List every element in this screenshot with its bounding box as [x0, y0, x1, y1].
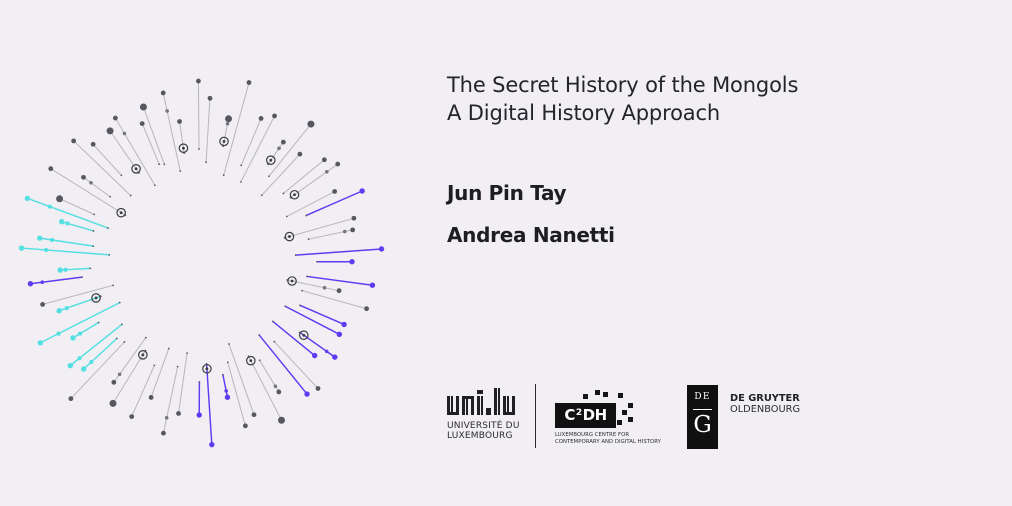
- radial-inner-point: [284, 305, 286, 307]
- publisher-name-line-1: DE GRUYTER: [730, 393, 800, 404]
- radial-ring-marker-center: [206, 367, 209, 370]
- radial-midpoint: [165, 416, 169, 420]
- radial-segment-line: [40, 303, 119, 343]
- radial-endpoint: [304, 391, 309, 396]
- radial-ring-marker-center: [288, 235, 291, 238]
- radial-ring-marker-center: [223, 140, 226, 143]
- radial-midpoint: [224, 389, 228, 393]
- radial-endpoint: [140, 104, 147, 111]
- radial-inner-point: [295, 254, 297, 256]
- radial-inner-point: [92, 245, 94, 247]
- radial-inner-point: [168, 348, 170, 350]
- radial-ring-marker-center: [141, 353, 144, 356]
- c2dh-logo: [555, 386, 675, 448]
- radial-inner-point: [119, 302, 121, 304]
- radial-inner-point: [186, 352, 188, 354]
- radial-endpoint: [322, 157, 327, 162]
- radial-inner-point: [120, 174, 122, 176]
- c2dh-c: C: [564, 406, 575, 424]
- radial-ring-marker-center: [95, 297, 98, 300]
- radial-endpoint: [161, 91, 166, 96]
- radial-endpoint: [70, 335, 75, 340]
- book-title-line-1: The Secret History of the Mongols: [447, 73, 799, 97]
- radial-segment-line: [143, 107, 164, 164]
- radial-endpoint: [91, 142, 96, 147]
- radial-endpoint: [59, 219, 64, 224]
- radial-inner-point: [305, 215, 307, 217]
- radial-inner-point: [259, 359, 261, 361]
- author-jun-pin-tay: Jun Pin Tay: [447, 181, 567, 205]
- radial-inner-point: [81, 276, 83, 278]
- radial-inner-point: [240, 181, 242, 183]
- university-of-luxembourg-logo: [447, 388, 519, 446]
- radial-endpoint: [337, 288, 342, 293]
- radial-inner-point: [222, 374, 224, 376]
- radial-inner-point: [93, 230, 95, 232]
- radial-inner-point: [198, 148, 200, 150]
- university-name: [447, 421, 520, 441]
- radial-midpoint: [65, 306, 69, 310]
- radial-endpoint: [71, 139, 76, 144]
- radial-segment-line: [224, 83, 249, 176]
- book-title-line-2: A Digital History Approach: [447, 101, 721, 125]
- radial-endpoint: [68, 396, 73, 401]
- radial-endpoint: [56, 195, 63, 202]
- radial-endpoint: [278, 417, 285, 424]
- c2dh-dh: DH: [582, 406, 607, 424]
- radial-midpoint: [165, 109, 169, 113]
- radial-segment-line: [110, 131, 139, 173]
- de-gruyter-mark-top: DE: [694, 392, 711, 402]
- university-name-line-2: LUXEMBOURG: [447, 431, 513, 441]
- radial-inner-point: [93, 213, 95, 215]
- radial-segment-line: [307, 276, 372, 285]
- radial-midpoint: [48, 205, 52, 209]
- radial-segment-line: [207, 364, 212, 445]
- radial-segment-line: [262, 154, 300, 195]
- radial-midpoint: [226, 122, 230, 126]
- radial-midpoint: [123, 132, 127, 136]
- radial-endpoint: [81, 175, 86, 180]
- radial-ring-marker-center: [293, 193, 296, 196]
- radial-endpoint: [176, 411, 181, 416]
- radial-midpoint: [44, 248, 48, 252]
- radial-segment-line: [285, 218, 354, 238]
- radial-midpoint: [78, 331, 82, 335]
- radial-endpoint: [40, 302, 45, 307]
- radial-endpoint: [332, 354, 337, 359]
- radial-ring-marker-center: [135, 167, 138, 170]
- radial-inner-point: [198, 381, 200, 383]
- radial-endpoint: [349, 259, 354, 264]
- radial-inner-point: [286, 216, 288, 218]
- radial-segment-line: [93, 144, 121, 175]
- radial-inner-point: [107, 227, 109, 229]
- radial-ring-marker-center: [269, 159, 272, 162]
- radial-inner-point: [89, 267, 91, 269]
- radial-endpoint: [107, 127, 114, 134]
- radial-segment-line: [300, 305, 344, 324]
- radial-inner-point: [153, 364, 155, 366]
- c2dh-caption-line-1: LUXEMBOURG CENTRE FOR: [555, 432, 630, 438]
- radial-inner-point: [273, 341, 275, 343]
- radial-inner-point: [158, 163, 160, 165]
- radial-endpoint: [196, 79, 201, 84]
- radial-segment-line: [306, 191, 362, 215]
- radial-endpoint: [28, 281, 33, 286]
- radial-inner-point: [306, 276, 308, 278]
- radial-inner-point: [227, 361, 229, 363]
- radial-segment-line: [22, 248, 110, 255]
- radial-segment-line: [151, 349, 169, 398]
- radial-ring-marker-center: [249, 359, 252, 362]
- radial-endpoint: [109, 400, 116, 407]
- radial-midpoint: [65, 221, 69, 225]
- radial-midpoint: [325, 170, 329, 174]
- radial-endpoint: [38, 340, 43, 345]
- radial-endpoint: [19, 245, 24, 250]
- radial-segment-line: [302, 291, 367, 309]
- radial-inner-point: [145, 337, 147, 339]
- radial-endpoint: [379, 246, 384, 251]
- radial-inner-point: [163, 163, 165, 165]
- c2dh-caption-line-2: CONTEMPORARY AND DIGITAL HISTORY: [555, 439, 661, 445]
- radial-inner-point: [130, 195, 132, 197]
- radial-endpoint: [225, 115, 232, 122]
- radial-ring-marker-center: [182, 147, 185, 150]
- radial-endpoint: [276, 390, 281, 395]
- radial-endpoint: [81, 366, 86, 371]
- radial-inner-point: [154, 184, 156, 186]
- radial-endpoint: [307, 121, 314, 128]
- radial-endpoint: [259, 116, 264, 121]
- radial-endpoint: [272, 114, 277, 119]
- radial-inner-point: [240, 164, 242, 166]
- radial-segment-line: [163, 367, 177, 434]
- radial-midpoint: [325, 350, 329, 354]
- de-gruyter-mark: [687, 385, 718, 449]
- author-andrea-nanetti: Andrea Nanetti: [447, 223, 615, 247]
- radial-inner-point: [272, 321, 274, 323]
- radial-segment-line: [198, 81, 199, 149]
- c2dh-superscript: 2: [575, 408, 582, 418]
- radial-endpoint: [208, 96, 213, 101]
- radial-midpoint: [118, 372, 122, 376]
- radial-segment-line: [228, 362, 246, 426]
- radial-inner-point: [316, 261, 318, 263]
- radial-inner-point: [223, 174, 225, 176]
- radial-inner-point: [177, 366, 179, 368]
- university-name-line-1: UNIVERSITÉ DU: [447, 421, 520, 431]
- radial-inner-point: [112, 285, 114, 287]
- radial-endpoint: [247, 80, 252, 85]
- radial-endpoint: [68, 363, 73, 368]
- radial-endpoint: [129, 414, 134, 419]
- radial-endpoint: [352, 216, 357, 221]
- radial-midpoint: [56, 332, 60, 336]
- institution-logos: [447, 384, 827, 454]
- radial-endpoint: [25, 196, 30, 201]
- radial-inner-point: [98, 322, 100, 324]
- radial-endpoint: [197, 412, 202, 417]
- radial-segment-line: [30, 277, 82, 284]
- radial-midpoint: [277, 147, 281, 151]
- radial-midpoint: [64, 268, 68, 272]
- radial-endpoint: [243, 423, 248, 428]
- radial-endpoint: [209, 442, 214, 447]
- radial-midpoint: [323, 286, 327, 290]
- radial-inner-point: [261, 194, 263, 196]
- c2dh-caption: [555, 432, 661, 446]
- radial-segment-line: [223, 375, 228, 398]
- radial-segment-line: [71, 342, 125, 399]
- radial-segment-line: [296, 249, 382, 255]
- radial-endpoint: [335, 162, 340, 167]
- radial-history-visualization: [0, 0, 420, 506]
- radial-endpoint: [341, 322, 346, 327]
- radial-inner-point: [308, 238, 310, 240]
- radial-endpoint: [350, 227, 355, 232]
- radial-inner-point: [121, 324, 123, 326]
- radial-segment-line: [51, 169, 126, 216]
- radial-segment-line: [84, 339, 117, 369]
- radial-endpoint: [149, 395, 154, 400]
- de-gruyter-mark-letter: G: [693, 412, 712, 438]
- radial-endpoint: [113, 116, 118, 121]
- radial-inner-point: [258, 334, 260, 336]
- uni-lu-wordmark-icon: [447, 388, 516, 415]
- radial-inner-point: [205, 161, 207, 163]
- radial-midpoint: [89, 181, 93, 185]
- c2dh-mark: [555, 403, 616, 428]
- radial-inner-point: [116, 338, 118, 340]
- radial-inner-point: [108, 254, 110, 256]
- radial-midpoint: [50, 238, 54, 242]
- radial-ring-marker-center: [120, 211, 123, 214]
- radial-endpoint: [297, 152, 302, 157]
- radial-endpoint: [316, 386, 321, 391]
- radial-endpoint: [364, 306, 369, 311]
- radial-inner-point: [228, 343, 230, 345]
- radial-segment-line: [241, 118, 261, 165]
- radial-endpoint: [225, 395, 230, 400]
- radial-endpoint: [359, 188, 364, 193]
- radial-endpoint: [140, 121, 145, 126]
- radial-midpoint: [274, 384, 278, 388]
- radial-midpoint: [40, 280, 44, 284]
- radial-segment-line: [43, 285, 113, 304]
- radial-endpoint: [58, 267, 63, 272]
- radial-segment-line: [269, 124, 311, 176]
- de-gruyter-oldenbourg-logo: [730, 394, 800, 415]
- radial-midpoint: [89, 360, 93, 364]
- radial-inner-point: [301, 290, 303, 292]
- radial-endpoint: [111, 380, 116, 385]
- radial-ring-marker-center: [302, 334, 305, 337]
- radial-segment-line: [206, 98, 210, 162]
- radial-midpoint: [77, 356, 81, 360]
- radial-endpoint: [370, 283, 375, 288]
- radial-endpoint: [337, 332, 342, 337]
- radial-endpoint: [332, 189, 337, 194]
- radial-segment-line: [300, 332, 335, 357]
- radial-inner-point: [109, 196, 111, 198]
- radial-segment-line: [287, 280, 339, 291]
- radial-inner-point: [124, 341, 126, 343]
- radial-endpoint: [252, 412, 257, 417]
- radial-ring-marker-center: [291, 280, 294, 283]
- radial-inner-point: [179, 170, 181, 172]
- radial-endpoint: [312, 353, 317, 358]
- radial-endpoint: [56, 308, 61, 313]
- radial-segment-line: [163, 93, 180, 171]
- radial-inner-point: [268, 175, 270, 177]
- radial-segment-line: [40, 238, 93, 246]
- radial-endpoint: [161, 431, 166, 436]
- logo-divider: [535, 384, 536, 448]
- book-title: [447, 71, 967, 127]
- radial-endpoint: [281, 140, 286, 145]
- radial-inner-point: [299, 304, 301, 306]
- radial-endpoint: [177, 119, 182, 124]
- radial-midpoint: [343, 230, 347, 234]
- radial-endpoint: [48, 166, 53, 171]
- radial-segment-line: [179, 353, 188, 413]
- radial-segment-line: [84, 177, 111, 196]
- radial-segment-line: [132, 365, 155, 416]
- publisher-name-line-2: OLDENBOURG: [730, 403, 801, 415]
- radial-endpoint: [37, 235, 42, 240]
- radial-inner-point: [283, 193, 285, 195]
